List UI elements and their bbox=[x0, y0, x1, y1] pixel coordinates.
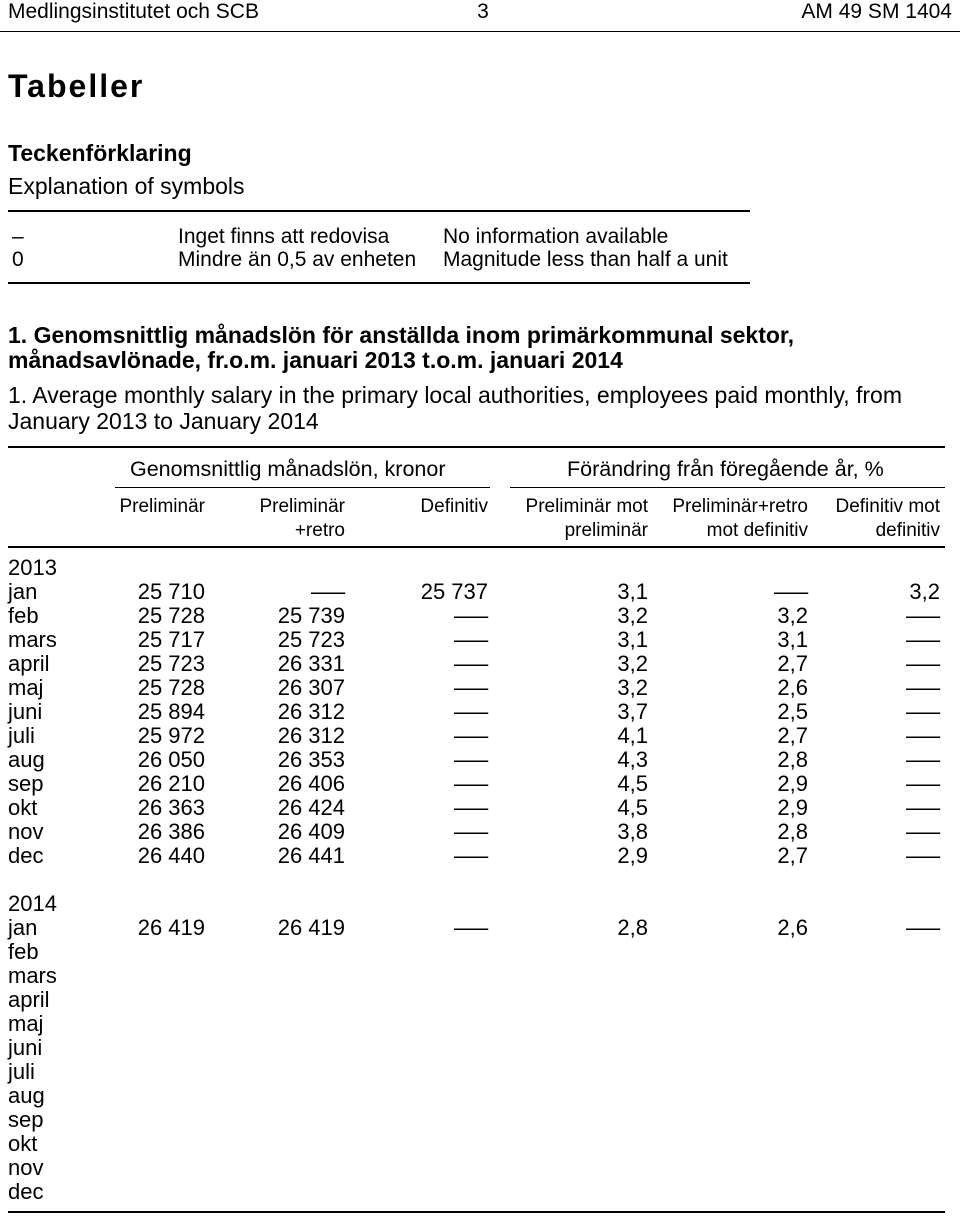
change-prel-vs-prel-cell: 3,1 bbox=[617, 627, 648, 652]
col-header-definitiv bbox=[328, 495, 488, 519]
preliminar-retro-cell: 26 307 bbox=[277, 675, 345, 700]
section-title: Tabeller bbox=[8, 68, 145, 104]
group-change-underline bbox=[510, 487, 945, 488]
change-prelretro-vs-def-cell: 2,9 bbox=[777, 795, 808, 820]
col-header-preliminar bbox=[45, 495, 205, 519]
col-header-def-vs-def bbox=[780, 495, 940, 543]
dash-symbol: – bbox=[905, 627, 940, 652]
change-prel-vs-prel-cell: 4,5 bbox=[617, 771, 648, 796]
col-header-line: Preliminär bbox=[259, 496, 345, 517]
definitiv-cell bbox=[348, 772, 488, 796]
definitiv-cell bbox=[348, 796, 488, 820]
table-row bbox=[0, 628, 960, 652]
month-label: feb bbox=[8, 939, 39, 964]
definitiv-cell bbox=[348, 724, 488, 748]
table-body bbox=[0, 556, 960, 1204]
dash-symbol: – bbox=[453, 699, 488, 724]
change-prel-vs-prel-cell: 4,3 bbox=[617, 747, 648, 772]
dash-symbol: – bbox=[905, 843, 940, 868]
month-label: nov bbox=[8, 819, 44, 844]
definitiv-cell bbox=[348, 820, 488, 844]
month-label: jan bbox=[8, 579, 38, 604]
dash-symbol: – bbox=[905, 819, 940, 844]
dash-symbol: – bbox=[453, 819, 488, 844]
col-header-line: Definitiv mot bbox=[835, 496, 940, 517]
month-label: sep bbox=[8, 1107, 44, 1132]
definitiv-cell bbox=[348, 916, 488, 940]
year-label: 2013 bbox=[8, 555, 57, 580]
month-label: juli bbox=[8, 1059, 35, 1084]
change-prelretro-vs-def-cell bbox=[668, 580, 808, 604]
change-def-vs-def-cell bbox=[800, 820, 940, 844]
preliminar-retro-cell: 26 409 bbox=[277, 819, 345, 844]
header-page-number: 3 bbox=[477, 0, 489, 23]
month-label: aug bbox=[8, 1083, 45, 1108]
header-rule bbox=[0, 31, 960, 32]
change-prel-vs-prel-cell: 4,5 bbox=[617, 795, 648, 820]
preliminar-retro-cell: 26 406 bbox=[277, 771, 345, 796]
change-prelretro-vs-def-cell: 2,8 bbox=[777, 819, 808, 844]
legend-bottom-rule bbox=[8, 282, 750, 284]
month-label: aug bbox=[8, 747, 45, 772]
change-def-vs-def-cell: 3,2 bbox=[909, 579, 940, 604]
col-header-line: Preliminär mot bbox=[525, 496, 648, 517]
table-row bbox=[0, 1156, 960, 1180]
table-row bbox=[0, 1108, 960, 1132]
group-salary-underline bbox=[115, 487, 490, 488]
table-row bbox=[0, 676, 960, 700]
year-label: 2014 bbox=[8, 891, 57, 916]
group-header-change: Förändring från föregående år, % bbox=[567, 457, 884, 481]
change-def-vs-def-cell bbox=[800, 676, 940, 700]
table-row bbox=[0, 652, 960, 676]
definitiv-cell bbox=[348, 676, 488, 700]
table-row bbox=[0, 844, 960, 868]
month-label: mars bbox=[8, 963, 57, 988]
dash-symbol: – bbox=[453, 771, 488, 796]
month-label: dec bbox=[8, 1179, 44, 1204]
month-label: feb bbox=[8, 603, 39, 628]
definitiv-cell: 25 737 bbox=[420, 579, 488, 604]
change-def-vs-def-cell bbox=[800, 844, 940, 868]
preliminar-cell: 26 440 bbox=[137, 843, 205, 868]
table-row bbox=[0, 820, 960, 844]
month-label: april bbox=[8, 651, 50, 676]
month-label: april bbox=[8, 987, 50, 1012]
month-label: maj bbox=[8, 1011, 44, 1036]
table-row bbox=[0, 748, 960, 772]
preliminar-cell: 25 728 bbox=[137, 603, 205, 628]
change-prel-vs-prel-cell: 2,9 bbox=[617, 843, 648, 868]
table-title-en-line2: January 2013 to January 2014 bbox=[8, 408, 319, 434]
change-prelretro-vs-def-cell: 2,6 bbox=[777, 675, 808, 700]
change-prel-vs-prel-cell: 2,8 bbox=[617, 915, 648, 940]
change-def-vs-def-cell bbox=[800, 652, 940, 676]
month-label: sep bbox=[8, 771, 44, 796]
header-publisher: Medlingsinstitutet och SCB bbox=[8, 0, 259, 23]
dash-symbol: – bbox=[453, 675, 488, 700]
preliminar-cell: 26 363 bbox=[137, 795, 205, 820]
dash-symbol: – bbox=[905, 795, 940, 820]
change-prelretro-vs-def-cell: 2,7 bbox=[777, 843, 808, 868]
month-label: nov bbox=[8, 1155, 44, 1180]
header-report-id: AM 49 SM 1404 bbox=[801, 0, 952, 23]
dash-symbol: – bbox=[905, 771, 940, 796]
change-prel-vs-prel-cell: 3,8 bbox=[617, 819, 648, 844]
month-label: mars bbox=[8, 627, 57, 652]
preliminar-cell: 26 419 bbox=[137, 915, 205, 940]
table-header-rule bbox=[8, 546, 945, 548]
table-row bbox=[0, 724, 960, 748]
preliminar-cell: 25 894 bbox=[137, 699, 205, 724]
table-row bbox=[0, 988, 960, 1012]
legend-top-rule bbox=[8, 210, 750, 212]
dash-symbol: – bbox=[905, 699, 940, 724]
col-header-line: preliminär bbox=[564, 520, 648, 541]
table-title-sv-line2: månadsavlönade, fr.o.m. januari 2013 t.o.m. januari 2014 bbox=[8, 347, 623, 373]
preliminar-cell: 25 723 bbox=[137, 651, 205, 676]
change-prelretro-vs-def-cell: 2,6 bbox=[777, 915, 808, 940]
preliminar-retro-cell: 26 312 bbox=[277, 723, 345, 748]
table-row bbox=[0, 1060, 960, 1084]
legend-title-sv: Teckenförklaring bbox=[8, 140, 192, 166]
change-def-vs-def-cell bbox=[800, 604, 940, 628]
month-label: jan bbox=[8, 915, 38, 940]
month-label: okt bbox=[8, 795, 38, 820]
dash-symbol: – bbox=[905, 603, 940, 628]
definitiv-cell bbox=[348, 604, 488, 628]
dash-symbol: – bbox=[905, 747, 940, 772]
dash-symbol: – bbox=[905, 651, 940, 676]
preliminar-retro-cell: 26 353 bbox=[277, 747, 345, 772]
change-prelretro-vs-def-cell: 3,1 bbox=[777, 627, 808, 652]
table-row bbox=[0, 1036, 960, 1060]
dash-symbol: – bbox=[453, 795, 488, 820]
month-label: juli bbox=[8, 723, 35, 748]
dash-symbol: – bbox=[453, 915, 488, 940]
table-row bbox=[0, 772, 960, 796]
group-header-salary: Genomsnittlig månadslön, kronor bbox=[130, 457, 446, 481]
preliminar-retro-cell: 26 424 bbox=[277, 795, 345, 820]
table-row bbox=[0, 1012, 960, 1036]
legend-text-en: Magnitude less than half a unit bbox=[443, 248, 728, 271]
dash-symbol: – bbox=[453, 723, 488, 748]
legend-symbol: 0 bbox=[12, 248, 24, 271]
legend-symbol: – bbox=[12, 225, 24, 248]
year-row bbox=[0, 556, 960, 580]
col-header-line: Preliminär bbox=[119, 496, 205, 517]
col-header-line: mot definitiv bbox=[706, 520, 808, 541]
preliminar-retro-cell: 26 419 bbox=[277, 915, 345, 940]
dash-symbol: – bbox=[453, 627, 488, 652]
change-prel-vs-prel-cell: 3,2 bbox=[617, 651, 648, 676]
month-label: okt bbox=[8, 1131, 38, 1156]
preliminar-cell: 26 210 bbox=[137, 771, 205, 796]
preliminar-retro-cell: 26 441 bbox=[277, 843, 345, 868]
preliminar-cell: 25 717 bbox=[137, 627, 205, 652]
change-def-vs-def-cell bbox=[800, 700, 940, 724]
dash-symbol: – bbox=[310, 579, 345, 604]
preliminar-cell: 25 728 bbox=[137, 675, 205, 700]
table-row bbox=[0, 916, 960, 940]
preliminar-retro-cell: 25 723 bbox=[277, 627, 345, 652]
table-title-sv-line1: 1. Genomsnittlig månadslön för anställda inom primärkommunal sektor, bbox=[8, 322, 794, 348]
table-row bbox=[0, 1132, 960, 1156]
table-row bbox=[0, 580, 960, 604]
table-top-rule bbox=[8, 446, 945, 448]
change-prelretro-vs-def-cell: 2,5 bbox=[777, 699, 808, 724]
legend-title-en: Explanation of symbols bbox=[8, 173, 245, 199]
change-prelretro-vs-def-cell: 2,7 bbox=[777, 651, 808, 676]
month-label: maj bbox=[8, 675, 44, 700]
change-def-vs-def-cell bbox=[800, 724, 940, 748]
month-label: juni bbox=[8, 699, 43, 724]
change-prelretro-vs-def-cell: 2,8 bbox=[777, 747, 808, 772]
preliminar-cell: 25 972 bbox=[137, 723, 205, 748]
preliminar-retro-cell: 25 739 bbox=[277, 603, 345, 628]
change-prelretro-vs-def-cell: 3,2 bbox=[777, 603, 808, 628]
change-def-vs-def-cell bbox=[800, 748, 940, 772]
change-prel-vs-prel-cell: 3,2 bbox=[617, 675, 648, 700]
col-header-line: +retro bbox=[294, 520, 345, 541]
definitiv-cell bbox=[348, 748, 488, 772]
table-row bbox=[0, 604, 960, 628]
dash-symbol: – bbox=[453, 843, 488, 868]
preliminar-retro-cell: 26 312 bbox=[277, 699, 345, 724]
change-prel-vs-prel-cell: 3,2 bbox=[617, 603, 648, 628]
change-prel-vs-prel-cell: 4,1 bbox=[617, 723, 648, 748]
change-prelretro-vs-def-cell: 2,7 bbox=[777, 723, 808, 748]
month-label: juni bbox=[8, 1035, 43, 1060]
preliminar-retro-cell bbox=[205, 580, 345, 604]
table-title-en-line1: 1. Average monthly salary in the primary local authorities, employees paid monthly, from bbox=[8, 382, 903, 408]
change-def-vs-def-cell bbox=[800, 796, 940, 820]
dash-symbol: – bbox=[453, 651, 488, 676]
definitiv-cell bbox=[348, 628, 488, 652]
change-def-vs-def-cell bbox=[800, 772, 940, 796]
legend-text-en: No information available bbox=[443, 225, 669, 248]
col-header-line: Preliminär+retro bbox=[672, 496, 808, 517]
col-header-prel-vs-prel bbox=[488, 495, 648, 543]
change-def-vs-def-cell bbox=[800, 916, 940, 940]
dash-symbol: – bbox=[773, 579, 808, 604]
col-header-preliminar-retro bbox=[185, 495, 345, 543]
month-label: dec bbox=[8, 843, 44, 868]
dash-symbol: – bbox=[905, 723, 940, 748]
table-row bbox=[0, 1180, 960, 1204]
table-bottom-rule bbox=[8, 1211, 945, 1213]
year-row bbox=[0, 892, 960, 916]
definitiv-cell bbox=[348, 700, 488, 724]
definitiv-cell bbox=[348, 652, 488, 676]
preliminar-retro-cell: 26 331 bbox=[277, 651, 345, 676]
change-prel-vs-prel-cell: 3,1 bbox=[617, 579, 648, 604]
preliminar-cell: 26 386 bbox=[137, 819, 205, 844]
preliminar-cell: 25 710 bbox=[137, 579, 205, 604]
dash-symbol: – bbox=[905, 915, 940, 940]
definitiv-cell bbox=[348, 844, 488, 868]
col-header-line: Definitiv bbox=[420, 496, 488, 517]
dash-symbol: – bbox=[453, 747, 488, 772]
col-header-line: definitiv bbox=[875, 520, 940, 541]
change-prel-vs-prel-cell: 3,7 bbox=[617, 699, 648, 724]
table-row bbox=[0, 940, 960, 964]
table-row bbox=[0, 964, 960, 988]
table-row bbox=[0, 1084, 960, 1108]
dash-symbol: – bbox=[905, 675, 940, 700]
table-row bbox=[0, 700, 960, 724]
dash-symbol: – bbox=[453, 603, 488, 628]
preliminar-cell: 26 050 bbox=[137, 747, 205, 772]
table-row bbox=[0, 796, 960, 820]
change-def-vs-def-cell bbox=[800, 628, 940, 652]
year-spacer bbox=[0, 868, 960, 892]
legend-text-sv: Inget finns att redovisa bbox=[178, 225, 390, 248]
change-prelretro-vs-def-cell: 2,9 bbox=[777, 771, 808, 796]
legend-text-sv: Mindre än 0,5 av enheten bbox=[178, 248, 417, 271]
